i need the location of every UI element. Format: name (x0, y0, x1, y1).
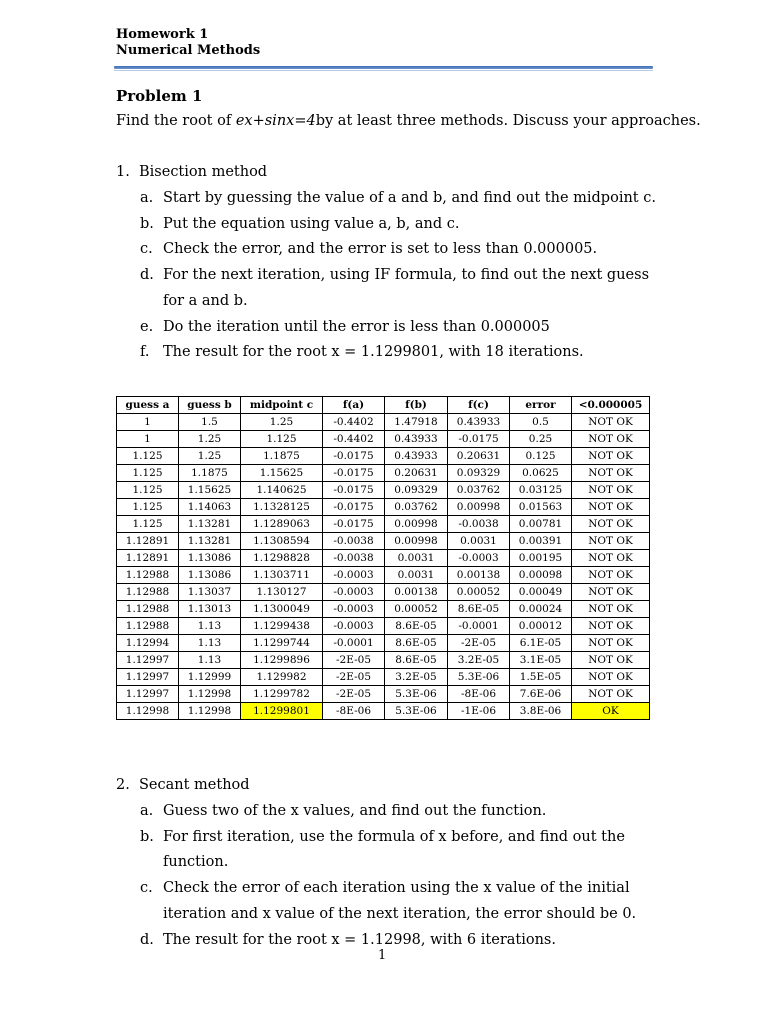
table-cell: 1.1299801 (241, 703, 323, 720)
table-row (117, 499, 650, 516)
table-cell: NOT OK (572, 431, 650, 448)
problem-statement (116, 113, 701, 129)
table-cell: 1.1299896 (241, 652, 323, 669)
column-header: f(c) (448, 397, 510, 414)
table-row (117, 414, 650, 431)
table-cell: NOT OK (572, 652, 650, 669)
table-cell: NOT OK (572, 584, 650, 601)
table-cell: -0.0175 (323, 516, 385, 533)
table-cell: 0.0031 (385, 550, 448, 567)
step-marker: a. (140, 190, 154, 206)
table-cell: 0.43933 (385, 448, 448, 465)
table-cell: 0.43933 (448, 414, 510, 431)
table-cell: 1.13281 (179, 516, 241, 533)
equation: ex+sinx=4 (235, 113, 316, 129)
table-cell: 1.12998 (179, 703, 241, 720)
list-item (140, 237, 660, 263)
bisection-table (116, 396, 650, 720)
step-marker: f. (140, 344, 150, 361)
header-rule-underline (114, 70, 653, 71)
table-cell: 1.12988 (117, 567, 179, 584)
table-cell: 1 (117, 431, 179, 448)
table-cell: -0.0003 (448, 550, 510, 567)
header-rule (114, 66, 653, 69)
table-cell: -0.0038 (448, 516, 510, 533)
table-cell: -0.0175 (323, 448, 385, 465)
list-item (140, 212, 660, 238)
table-cell: 0.00138 (385, 584, 448, 601)
table-cell: 1.47918 (385, 414, 448, 431)
table-cell: 1.15625 (179, 482, 241, 499)
table-cell: 0.20631 (448, 448, 510, 465)
table-cell: NOT OK (572, 465, 650, 482)
table-cell: 1.5E-05 (510, 669, 572, 686)
table-cell: 1.12998 (117, 703, 179, 720)
table-cell: 0.00391 (510, 533, 572, 550)
table-cell: -0.0001 (448, 618, 510, 635)
table-cell: 1.140625 (241, 482, 323, 499)
table-cell: 1.1303711 (241, 567, 323, 584)
column-header: <0.000005 (572, 397, 650, 414)
statement-prefix: Find the root of (116, 113, 236, 129)
table-cell: 1.130127 (241, 584, 323, 601)
table-cell: 1.12988 (117, 584, 179, 601)
column-header: guess a (117, 397, 179, 414)
document-header (116, 27, 260, 59)
table-cell: 0.00998 (385, 516, 448, 533)
table-cell: NOT OK (572, 533, 650, 550)
table-cell: 1.25 (179, 431, 241, 448)
table-row (117, 465, 650, 482)
table-cell: 1.13086 (179, 567, 241, 584)
step-marker: c. (140, 241, 153, 258)
table-cell: 1.125 (241, 431, 323, 448)
table-row (117, 686, 650, 703)
table-cell: 0.00138 (448, 567, 510, 584)
table-row (117, 584, 650, 601)
table-row (117, 431, 650, 448)
table-row (117, 618, 650, 635)
header-title: Homework 1 (116, 27, 209, 42)
table-row (117, 516, 650, 533)
method-number: 1. (116, 164, 130, 180)
table-cell: -0.0038 (323, 550, 385, 567)
step-text: For the next iteration, using IF formula, to find out the next guess for a and b. (163, 267, 650, 309)
table-cell: 1.25 (179, 448, 241, 465)
table-cell: 1.1875 (179, 465, 241, 482)
table-cell: 8.6E-05 (385, 618, 448, 635)
table-cell: NOT OK (572, 635, 650, 652)
table-cell: -2E-05 (323, 669, 385, 686)
table-cell: 1.1299438 (241, 618, 323, 635)
step-text: Start by guessing the value of a and b, and find out the midpoint c. (163, 190, 656, 206)
table-cell: 3.2E-05 (385, 669, 448, 686)
list-item (140, 799, 660, 825)
table-cell: 1.13 (179, 652, 241, 669)
table-cell: 1.12997 (117, 652, 179, 669)
table-row (117, 550, 650, 567)
table-cell: 1.25 (241, 414, 323, 431)
table-cell: 1.125 (117, 482, 179, 499)
table-cell: 5.3E-06 (448, 669, 510, 686)
table-cell: 0.43933 (385, 431, 448, 448)
table-cell: 8.6E-05 (448, 601, 510, 618)
table-cell: 0.09329 (385, 482, 448, 499)
column-header: error (510, 397, 572, 414)
table-row (117, 567, 650, 584)
table-cell: 7.6E-06 (510, 686, 572, 703)
step-text: Put the equation using value a, b, and c. (163, 215, 460, 232)
table-cell: 1.12999 (179, 669, 241, 686)
table-cell: 1.129982 (241, 669, 323, 686)
table-cell: 0.0031 (385, 567, 448, 584)
table-cell: NOT OK (572, 482, 650, 499)
table-cell: 0.00052 (448, 584, 510, 601)
table-cell: -2E-05 (323, 652, 385, 669)
table-cell: 1.13281 (179, 533, 241, 550)
table-cell: -2E-05 (448, 635, 510, 652)
table-cell: 1.12994 (117, 635, 179, 652)
step-marker: d. (140, 267, 154, 284)
table-cell: -8E-06 (323, 703, 385, 720)
table-cell: -0.4402 (323, 414, 385, 431)
step-text: For first iteration, use the formula of x before, and find out the function. (163, 828, 625, 871)
table-cell: 0.20631 (385, 465, 448, 482)
table-cell: 1.125 (117, 499, 179, 516)
table-cell: -8E-06 (448, 686, 510, 703)
table-cell: 0.25 (510, 431, 572, 448)
table-cell: 1.13086 (179, 550, 241, 567)
table-cell: 0.00049 (510, 584, 572, 601)
table-cell: -0.0003 (323, 584, 385, 601)
table-cell: 8.6E-05 (385, 635, 448, 652)
method-title: Secant method (139, 777, 250, 793)
table-cell: 3.2E-05 (448, 652, 510, 669)
table-row (117, 652, 650, 669)
table-cell: -0.0003 (323, 618, 385, 635)
table-cell: 0.00998 (385, 533, 448, 550)
step-text: The result for the root x = 1.1299801, with 18 iterations. (163, 344, 584, 361)
method-title: Bisection method (139, 164, 268, 180)
page-number: 1 (378, 948, 387, 963)
table-cell: 5.3E-06 (385, 686, 448, 703)
secant-steps (140, 799, 660, 953)
table-cell: 0.03762 (448, 482, 510, 499)
table-cell: 1.12988 (117, 618, 179, 635)
table-cell: NOT OK (572, 550, 650, 567)
table-body (117, 414, 650, 720)
list-item (140, 263, 660, 314)
table-cell: OK (572, 703, 650, 720)
table-cell: 1.125 (117, 448, 179, 465)
table-cell: 1.12988 (117, 601, 179, 618)
table-cell: NOT OK (572, 618, 650, 635)
step-marker: b. (140, 215, 154, 232)
table-cell: 0.125 (510, 448, 572, 465)
table-cell: 0.09329 (448, 465, 510, 482)
table-cell: 0.00012 (510, 618, 572, 635)
table-cell: 3.1E-05 (510, 652, 572, 669)
table-cell: 1.12891 (117, 550, 179, 567)
table-cell: -0.4402 (323, 431, 385, 448)
table-cell: -1E-06 (448, 703, 510, 720)
table-cell: 0.00024 (510, 601, 572, 618)
table-cell: 1.13 (179, 618, 241, 635)
column-header: midpoint c (241, 397, 323, 414)
table-cell: 1.1298828 (241, 550, 323, 567)
table-cell: 8.6E-05 (385, 652, 448, 669)
step-marker: d. (140, 931, 154, 948)
table-cell: 1.1300049 (241, 601, 323, 618)
table-cell: 0.01563 (510, 499, 572, 516)
table-cell: 0.00195 (510, 550, 572, 567)
step-text: Do the iteration until the error is less than 0.000005 (163, 318, 550, 335)
table-cell: 1.125 (117, 516, 179, 533)
table-cell: -0.0038 (323, 533, 385, 550)
table-cell: 1 (117, 414, 179, 431)
table-row (117, 703, 650, 720)
column-header: f(b) (385, 397, 448, 414)
table-cell: 1.13013 (179, 601, 241, 618)
list-item (140, 315, 660, 341)
table-cell: -0.0175 (448, 431, 510, 448)
step-marker: e. (140, 318, 154, 335)
table-cell: -2E-05 (323, 686, 385, 703)
table-cell: 1.13037 (179, 584, 241, 601)
table-cell: 1.1289063 (241, 516, 323, 533)
table-cell: NOT OK (572, 448, 650, 465)
table-cell: 1.13 (179, 635, 241, 652)
problem-title: Problem 1 (116, 87, 203, 105)
table-cell: 0.03762 (385, 499, 448, 516)
column-header: f(a) (323, 397, 385, 414)
table-cell: 0.03125 (510, 482, 572, 499)
table-cell: 0.5 (510, 414, 572, 431)
table-cell: NOT OK (572, 686, 650, 703)
table-row (117, 533, 650, 550)
method-heading-bisection (116, 164, 267, 180)
table-cell: 0.0625 (510, 465, 572, 482)
table-cell: 0.00998 (448, 499, 510, 516)
table-cell: 1.5 (179, 414, 241, 431)
table-cell: 1.12997 (117, 686, 179, 703)
table-cell: 1.1308594 (241, 533, 323, 550)
table-cell: 1.12997 (117, 669, 179, 686)
column-header: guess b (179, 397, 241, 414)
step-text: Guess two of the x values, and find out the function. (163, 803, 547, 819)
table-cell: 1.15625 (241, 465, 323, 482)
table-cell: NOT OK (572, 414, 650, 431)
table-cell: 1.14063 (179, 499, 241, 516)
table-row (117, 635, 650, 652)
list-item (140, 825, 660, 876)
table-cell: 1.1299744 (241, 635, 323, 652)
table-cell: 1.125 (117, 465, 179, 482)
table-cell: 1.1328125 (241, 499, 323, 516)
bisection-steps (140, 186, 660, 366)
table-cell: 0.00052 (385, 601, 448, 618)
table-row (117, 482, 650, 499)
method-number: 2. (116, 777, 130, 793)
table-cell: 1.1875 (241, 448, 323, 465)
table-cell: NOT OK (572, 499, 650, 516)
table-cell: 0.00098 (510, 567, 572, 584)
table-cell: -0.0003 (323, 567, 385, 584)
table-cell: -0.0175 (323, 482, 385, 499)
list-item (140, 340, 660, 366)
list-item (140, 186, 660, 212)
table-cell: NOT OK (572, 516, 650, 533)
table-cell: 0.0031 (448, 533, 510, 550)
table-header-row (117, 397, 650, 414)
table-row (117, 448, 650, 465)
step-marker: b. (140, 828, 154, 845)
table-cell: -0.0003 (323, 601, 385, 618)
table-row (117, 601, 650, 618)
table-cell: 3.8E-06 (510, 703, 572, 720)
header-subtitle: Numerical Methods (116, 43, 261, 58)
table-cell: 1.12891 (117, 533, 179, 550)
table-cell: NOT OK (572, 669, 650, 686)
list-item (140, 876, 660, 927)
step-text: The result for the root x = 1.12998, with 6 iterations. (163, 931, 556, 948)
table-cell: 0.00781 (510, 516, 572, 533)
list-item (140, 928, 660, 954)
step-marker: c. (140, 880, 153, 897)
table-cell: -0.0001 (323, 635, 385, 652)
table-cell: -0.0175 (323, 465, 385, 482)
step-marker: a. (140, 803, 154, 819)
statement-suffix: by at least three methods. Discuss your approaches. (315, 113, 701, 129)
method-heading-secant (116, 777, 250, 793)
table-cell: -0.0175 (323, 499, 385, 516)
table-cell: 1.12998 (179, 686, 241, 703)
table-cell: 5.3E-06 (385, 703, 448, 720)
step-text: Check the error of each iteration using the x value of the initial iteration and x value of the next iteration, the error should be 0. (163, 880, 637, 922)
step-text: Check the error, and the error is set to less than 0.000005. (163, 241, 598, 258)
table-cell: 1.1299782 (241, 686, 323, 703)
table-cell: NOT OK (572, 567, 650, 584)
table-cell: NOT OK (572, 601, 650, 618)
table-cell: 6.1E-05 (510, 635, 572, 652)
table-row (117, 669, 650, 686)
